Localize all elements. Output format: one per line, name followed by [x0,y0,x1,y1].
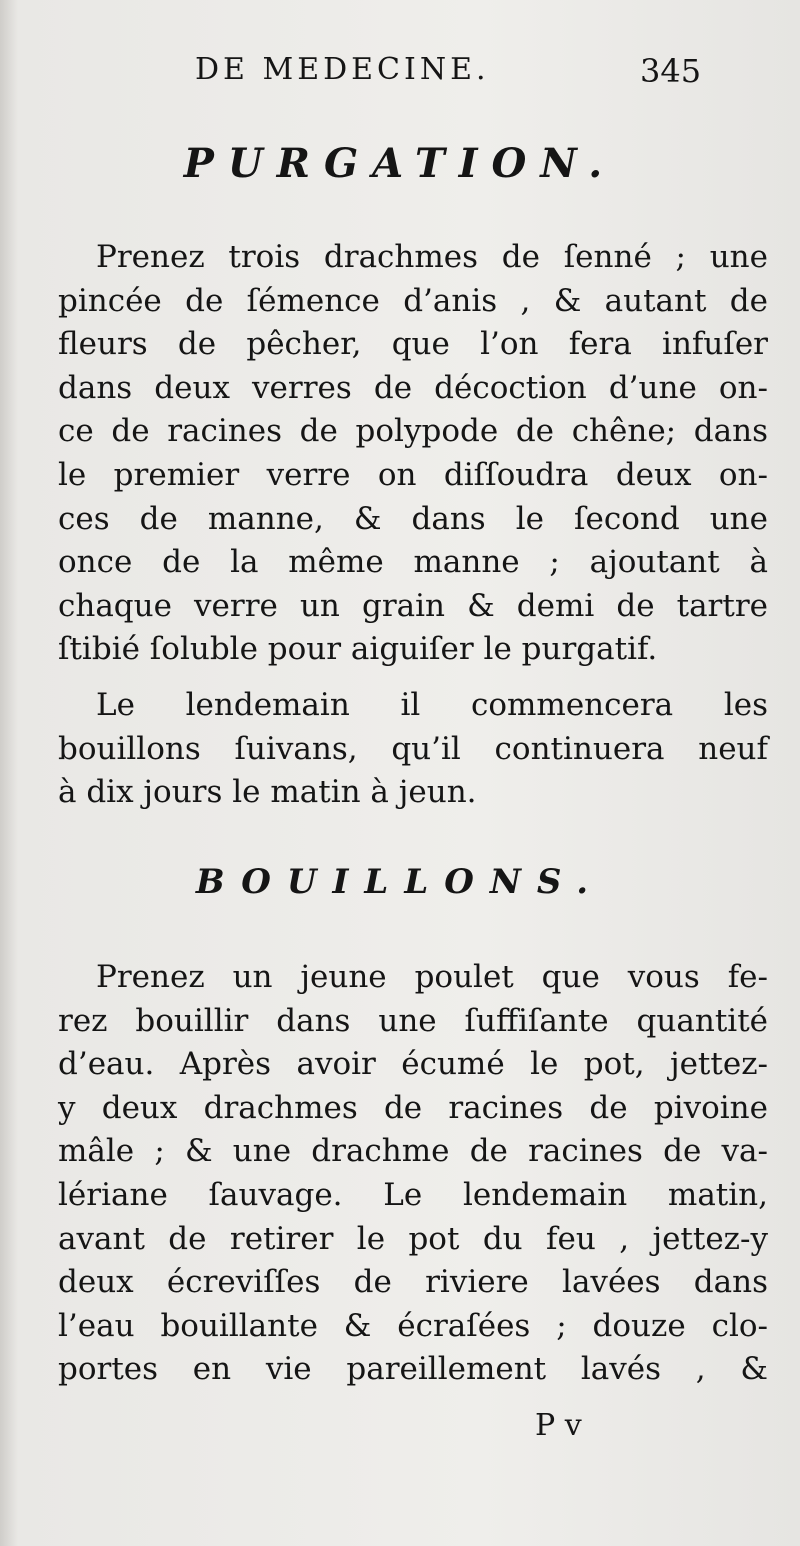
text-line: ces de manne, & dans le ſecond une [58,500,768,537]
text-line: Prenez un jeune poulet que vous fe- [96,959,768,995]
text-line: Le lendemain il commencera les [96,687,768,723]
text-line: chaque verre un grain & demi de tartre [58,587,768,624]
text-line: pincée de ſémence d’anis , & autant de [58,282,768,319]
page-number: 345 [640,52,702,90]
text-line: ſtibié ſoluble pour aiguiſer le purgatif. [58,631,658,668]
text-line: lériane ſauvage. Le lendemain matin, [58,1176,768,1213]
text-line: portes en vie pareillement lavés , & [58,1351,768,1388]
text-line: rez bouillir dans une ſuffiſante quantité [58,1002,768,1039]
section-title-purgation: PURGATION. [183,140,617,187]
text-line: dans deux verres de décoction d’une on- [58,369,768,406]
text-line: le premier verre on diſſoudra deux on- [58,456,768,493]
text-line: Prenez trois drachmes de ſenné ; une [96,239,768,275]
text-line: once de la même manne ; ajoutant à [58,544,768,581]
signature-mark: P v [535,1408,582,1443]
text-line: avant de retirer le pot du feu , jettez-y [58,1220,768,1257]
paragraph-next-day [58,684,768,815]
text-line: bouillons ſuivans, qu’il continuera neuf [58,730,768,767]
text-line: d’eau. Après avoir écumé le pot, jettez- [58,1046,768,1083]
running-title: DE MEDECINE. [195,52,490,87]
text-line: deux écreviſſes de riviere lavées dans [58,1264,768,1301]
section-title-bouillons: BOUILLONS. [195,862,605,902]
paragraph-purgation-recipe [58,236,768,672]
text-line: y deux drachmes de racines de pivoine [58,1089,768,1126]
text-line: ce de racines de polypode de chêne; dans [58,413,768,450]
text-line: à dix jours le matin à jeun. [58,774,477,811]
page-header [0,52,800,92]
text-line: l’eau bouillante & écraſées ; douze clo- [58,1307,768,1344]
paragraph-bouillons-recipe [58,956,768,1392]
text-line: fleurs de pêcher, que l’on fera infuſer [58,326,768,363]
text-line: mâle ; & une drachme de racines de va- [58,1133,768,1170]
